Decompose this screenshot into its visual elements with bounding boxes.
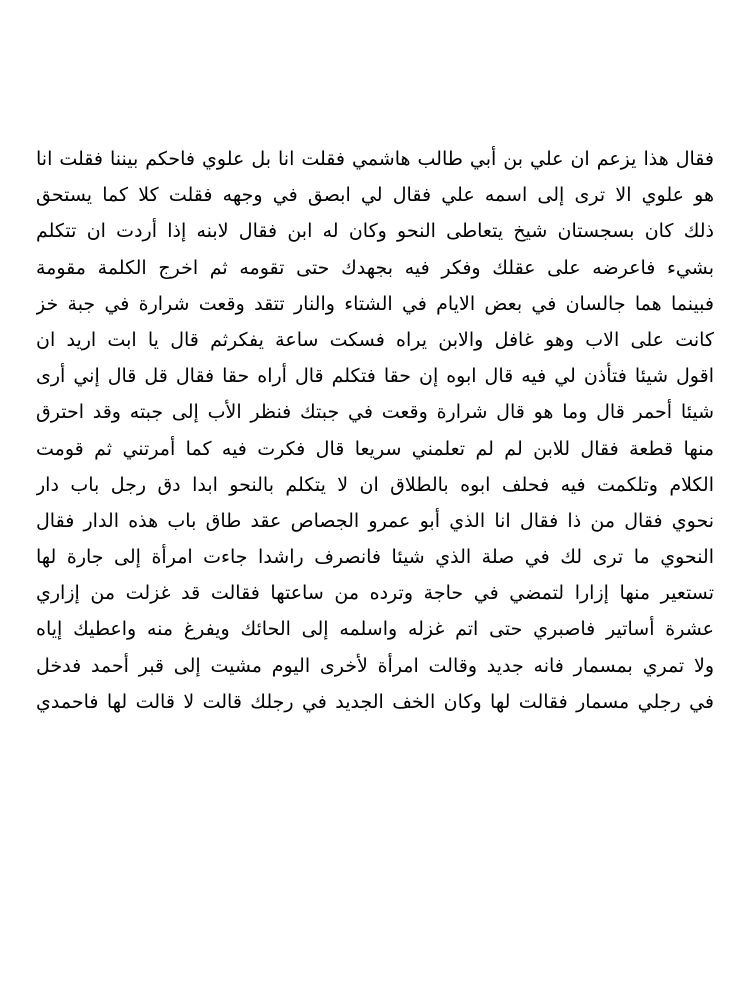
text-line-16: في رجلي مسمار فقالت لها وكان الخف الجديد في رجلك قالت لا قالت لها فاحمدي [36,690,714,713]
text-line-12: النحوي ما ترى لك في صلة الذي شيئا فانصرف راشدا جاءت امرأة إلى جارة لها [36,546,714,569]
text-line-10: الكلام وتلكمت فيه فحلف ابوه بالطلاق ان لا يتكلم بالنحو ابدا دق رجل باب دار [36,473,714,496]
text-line-6: كانت على الاب وهو غافل والابن يراه فسكت ساعة يفكرثم قال يا ابت اريد ان [36,328,714,351]
text-line-3: ذلك كان بسجستان شيخ يتعاطى النحو وكان له ابن فقال لابنه إذا أردت ان تتكلم [36,220,714,243]
text-line-5: فبينما هما جالسان في بعض الايام في الشتاء والنار تتقد وقعت شرارة في جبة خز [36,292,714,315]
body-text [36,141,714,720]
text-line-1: فقال هذا يزعم ان علي بن أبي طالب هاشمي فقلت انا بل علوي فاحكم بيننا فقلت انا [36,148,714,170]
text-line-15: ولا تمري بمسمار فانه جديد وقالت امرأة لأخرى اليوم مشيت إلى قبر أحمد فدخل [36,654,714,677]
text-line-7: اقول شيئا فتأذن لي فيه قال ابوه إن حقا فتكلم قال أراه حقا فقال قل قال إني أرى [36,365,714,388]
text-line-2: هو علوي الا ترى إلى اسمه علي فقال لي ابصق في وجهه فقلت كلا كما يستحق [36,184,714,207]
text-line-14: عشرة أساتير فاصبري حتى اتم غزله واسلمه إلى الحائك ويفرغ منه واعطيك إياه [36,618,714,641]
text-line-4: بشيء فاعرضه على عقلك وفكر فيه بجهدك حتى تقومه ثم اخرج الكلمة مقومة [36,256,714,279]
text-line-9: منها قطعة فقال للابن لم لم تعلمني سريعا قال فكرت فيه كما أمرتني ثم قومت [36,437,714,460]
text-line-11: نحوي فقال من ذا فقال انا الذي أبو عمرو الجصاص عقد طاق باب هذه الدار فقال [36,509,714,532]
text-line-13: تستعير منها إزارا لتمضي في حاجة وترده من ساعتها فقالت قد غزلت من إزاري [36,582,714,605]
text-line-8: شيئا أحمر قال وما هو قال شرارة وقعت في جبتك فنظر الأب إلى جبته وقد احترق [36,401,714,424]
